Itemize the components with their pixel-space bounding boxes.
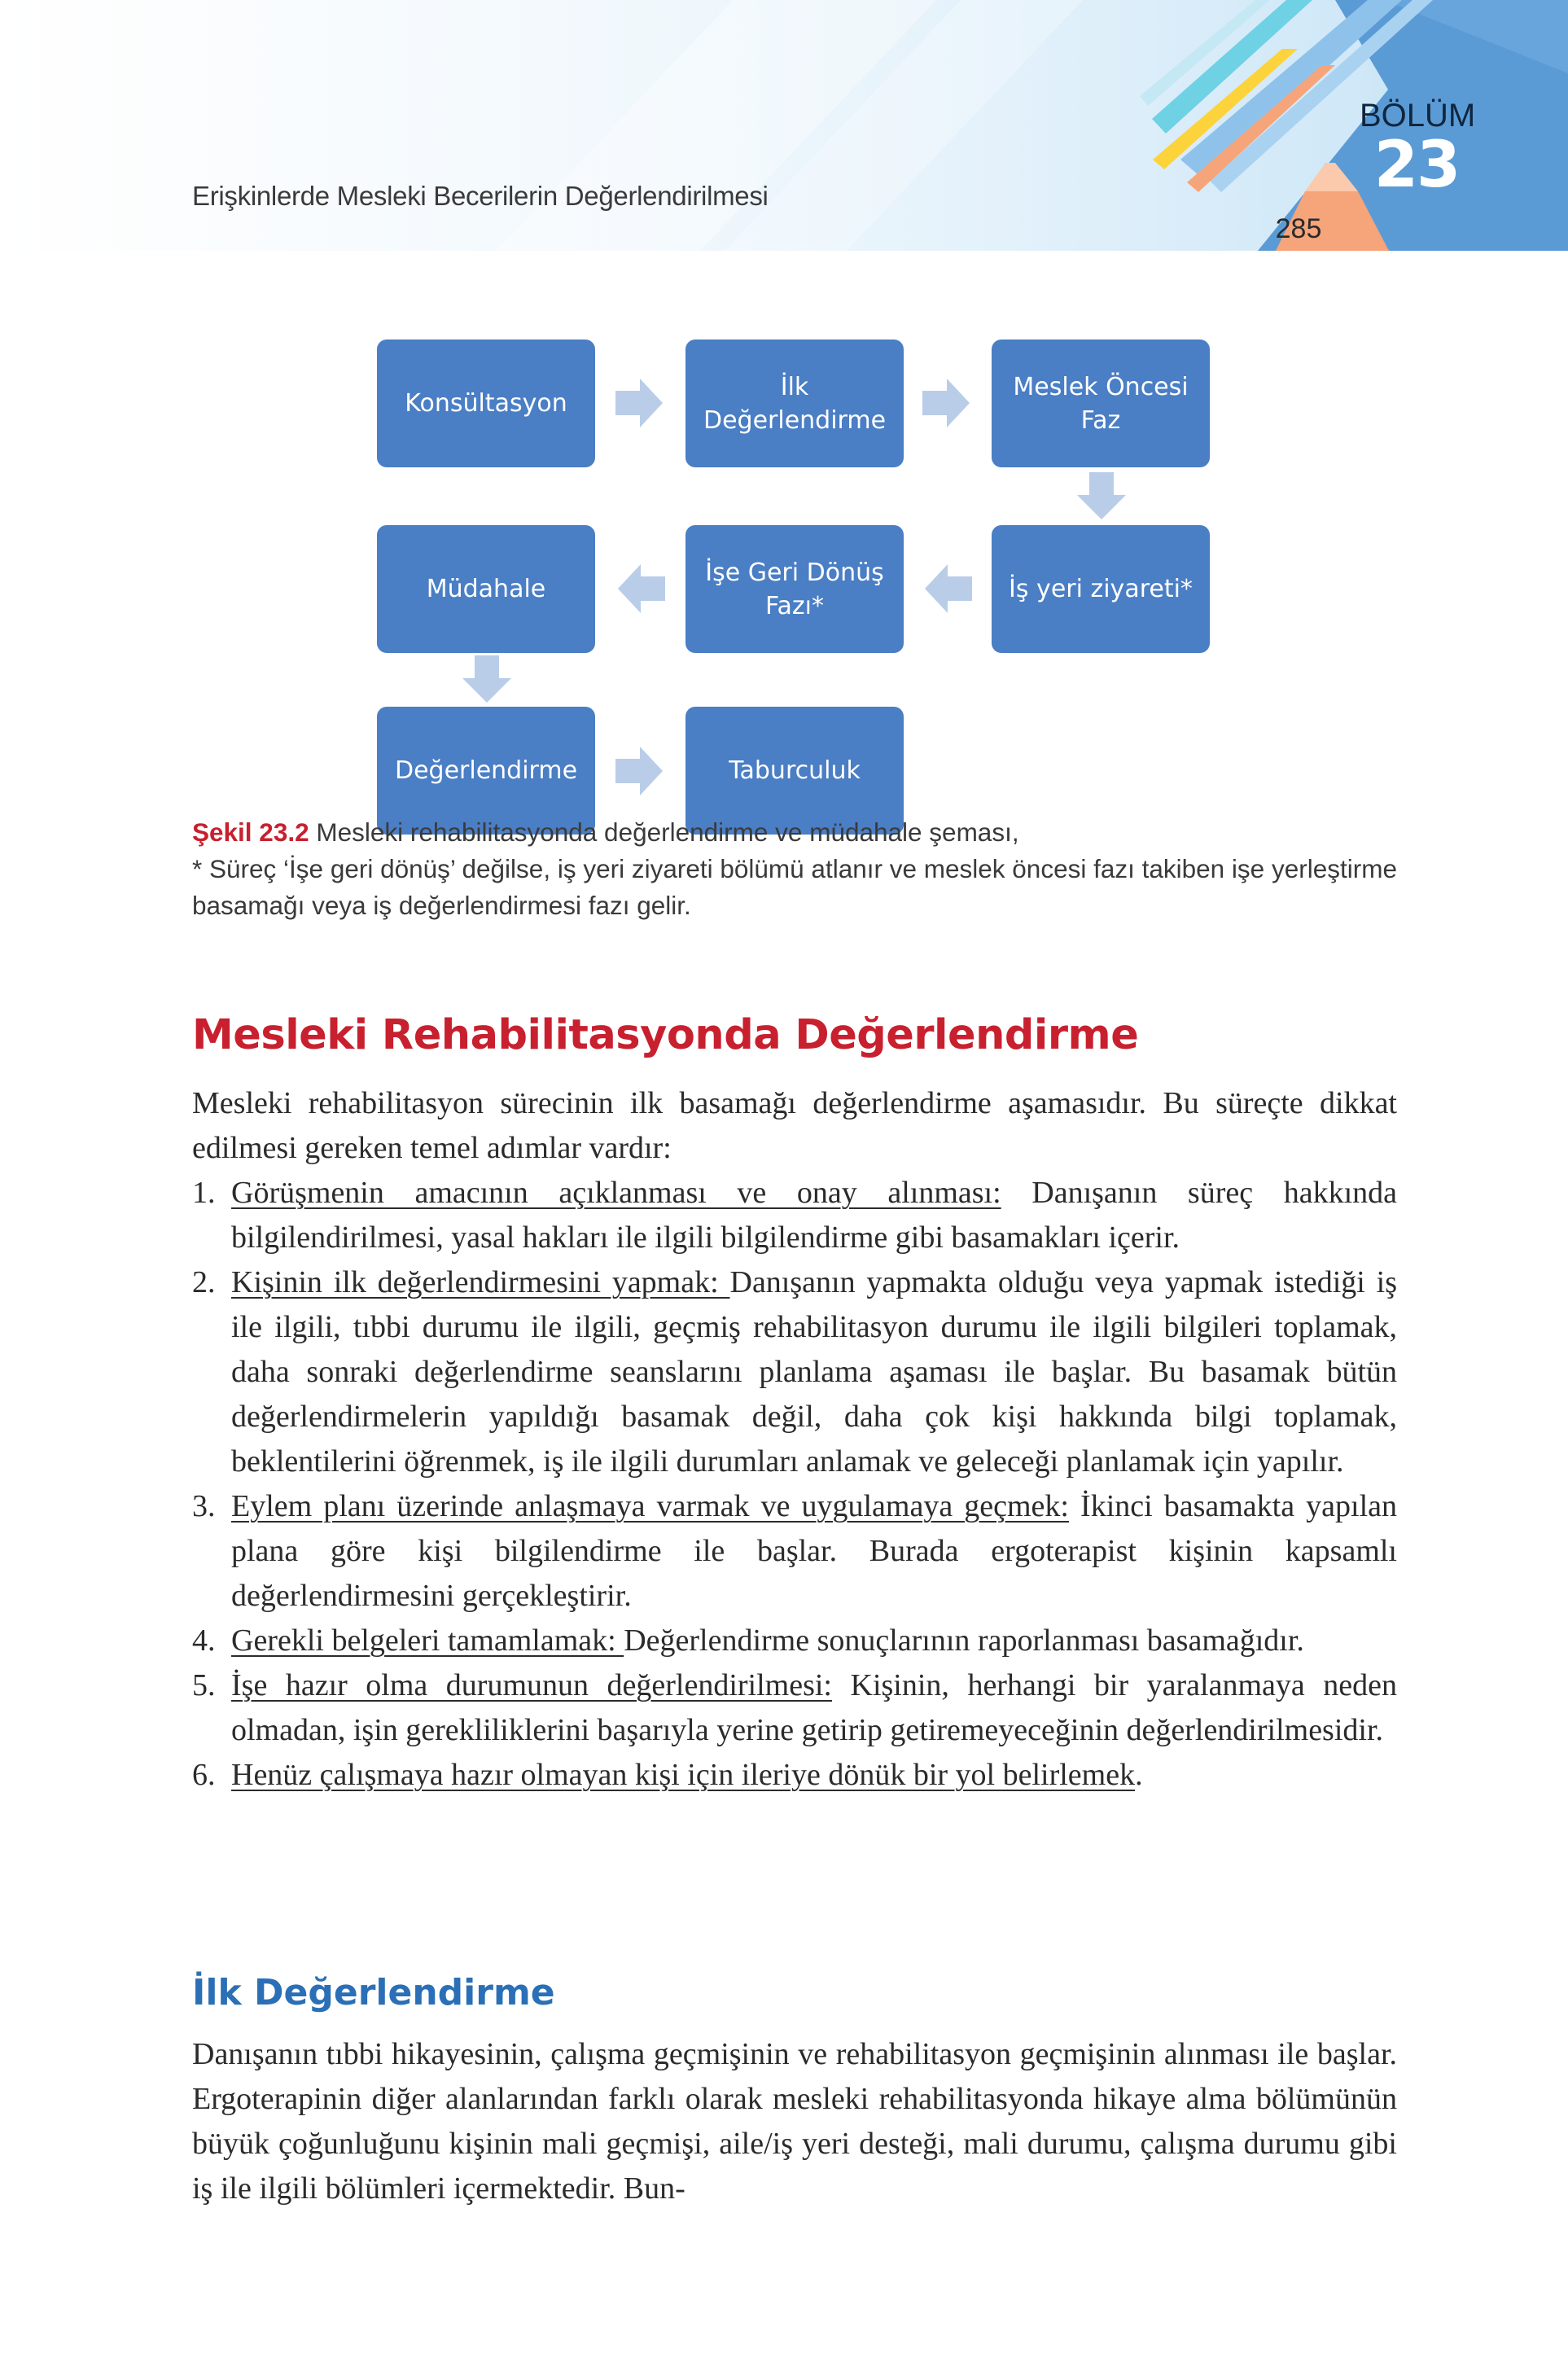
list-item-number: 1. [192, 1176, 216, 1210]
flow-box-intervention: Müdahale [377, 525, 595, 653]
list-item-text: Kişinin, herhangi bir yaralanmaya neden olmadan, işin gerekliliklerini başarıyla yerine getirip getiremeyeceğinin değerlendirilmesidir. [231, 1668, 1397, 1747]
page-number: 285 [1275, 213, 1322, 244]
list-item-term: Görüşmenin amacının açıklanması ve onay alınması: [231, 1176, 1001, 1210]
flow-box-consultation: Konsültasyon [377, 340, 595, 467]
subsection-heading: İlk Değerlendirme [192, 1972, 555, 2013]
flow-box-return-to-work-phase: İşe Geri Dönüş Fazı* [685, 525, 904, 653]
flow-box-evaluation: Değerlendirme [377, 707, 595, 835]
list-item-term: Eylem planı üzerinde anlaşmaya varmak ve uygulamaya geçmek: [231, 1489, 1069, 1523]
running-title: Erişkinlerde Mesleki Becerilerin Değerlendirilmesi [192, 181, 769, 211]
list-item-text: . [1135, 1758, 1143, 1792]
figure-label: Şekil 23.2 [192, 817, 309, 847]
flow-box-discharge: Taburculuk [685, 707, 904, 835]
section-intro: Mesleki rehabilitasyon sürecinin ilk basamağı değerlendirme aşamasıdır. Bu süreçte dikkat edilmesi gereken temel adımlar vardır: [192, 1086, 1397, 1165]
list-item-number: 6. [192, 1758, 216, 1792]
list-item [192, 1663, 1397, 1753]
flow-box-workplace-visit: İş yeri ziyareti* [992, 525, 1210, 653]
arrow-right-icon [615, 379, 664, 427]
list-item [192, 1260, 1397, 1484]
list-item-text: Değerlendirme sonuçlarının raporlanması basamağıdır. [624, 1623, 1304, 1658]
arrow-right-icon [922, 379, 971, 427]
section-heading: Mesleki Rehabilitasyonda Değerlendirme [192, 1011, 1139, 1059]
list-item-text: İkinci basamakta yapılan plana göre kişi bilgilendirme ile başlar. Burada ergoterapist kişinin kapsamlı değerlendirmesini gerçekleştirir. [231, 1489, 1397, 1613]
arrow-right-icon [615, 747, 664, 795]
subsection-paragraph: Danışanın tıbbi hikayesinin, çalışma geçmişinin ve rehabilitasyon geçmişinin alınması ile başlar. Ergoterapinin diğer alanlarından farklı olarak mesleki rehabilitasyonda hikaye alma bölümünün büyük çoğunluğunu kişinin mali geçmişi, aile/iş yeri desteği, mali durumu, çalışma durumu gibi iş ile ilgili bölümleri içermektedir. Bun- [192, 2037, 1397, 2206]
caption-note: * Süreç ‘İşe geri dönüş’ değilse, iş yeri ziyareti bölümü atlanır ve meslek öncesi fazı takiben işe yerleştirme basamağı veya iş değerlendirmesi fazı gelir. [192, 854, 1397, 920]
page-header [0, 0, 1568, 251]
flow-box-prevocational-phase: Meslek Öncesi Faz [992, 340, 1210, 467]
list-item-term: Kişinin ilk değerlendirmesini yapmak: [231, 1265, 730, 1299]
arrow-down-icon [1077, 472, 1126, 519]
list-item-term: İşe hazır olma durumunun değerlendirilmesi: [231, 1668, 832, 1702]
list-item-number: 3. [192, 1489, 216, 1523]
arrow-down-icon [462, 655, 511, 703]
steps-list [192, 1171, 1397, 1798]
arrow-left-icon [923, 564, 972, 613]
list-item-number: 2. [192, 1265, 216, 1299]
list-item [192, 1484, 1397, 1619]
list-item-number: 4. [192, 1623, 216, 1658]
list-item-number: 5. [192, 1668, 216, 1702]
flow-box-initial-evaluation: İlk Değerlendirme [685, 340, 904, 467]
list-item-text: Danışanın yapmakta olduğu veya yapmak istediği iş ile ilgili, tıbbi durumu ile ilgili, geçmiş rehabilitasyon durumu ile ilgili bilgileri toplamak, daha sonraki değerlendirme seanslarını planlama aşaması ile başlar. Bu basamak bütün değerlendirmelerin yapıldığı basamak değil, daha çok kişi hakkında bilgi toplamak, beklentilerini öğrenmek, iş ile ilgili durumları anlamak ve geleceği planlamak için yapılır. [231, 1265, 1398, 1479]
chapter-number: 23 [1373, 129, 1460, 202]
list-item [192, 1619, 1397, 1663]
chapter-label: BÖLÜM [1360, 98, 1476, 134]
arrow-left-icon [616, 564, 665, 613]
list-item-term: Henüz çalışmaya hazır olmayan kişi için ileriye dönük bir yol belirlemek [231, 1758, 1136, 1792]
list-item [192, 1753, 1397, 1798]
list-item-term: Gerekli belgeleri tamamlamak: [231, 1623, 624, 1658]
list-item-text: Danışanın süreç hakkında bilgilendirilmesi, yasal hakları ile ilgili bilgilendirme gibi basamakları içerir. [231, 1176, 1397, 1255]
caption-text: Mesleki rehabilitasyonda değerlendirme ve müdahale şeması, [309, 817, 1019, 847]
list-item [192, 1171, 1397, 1260]
figure-caption [192, 814, 1397, 924]
